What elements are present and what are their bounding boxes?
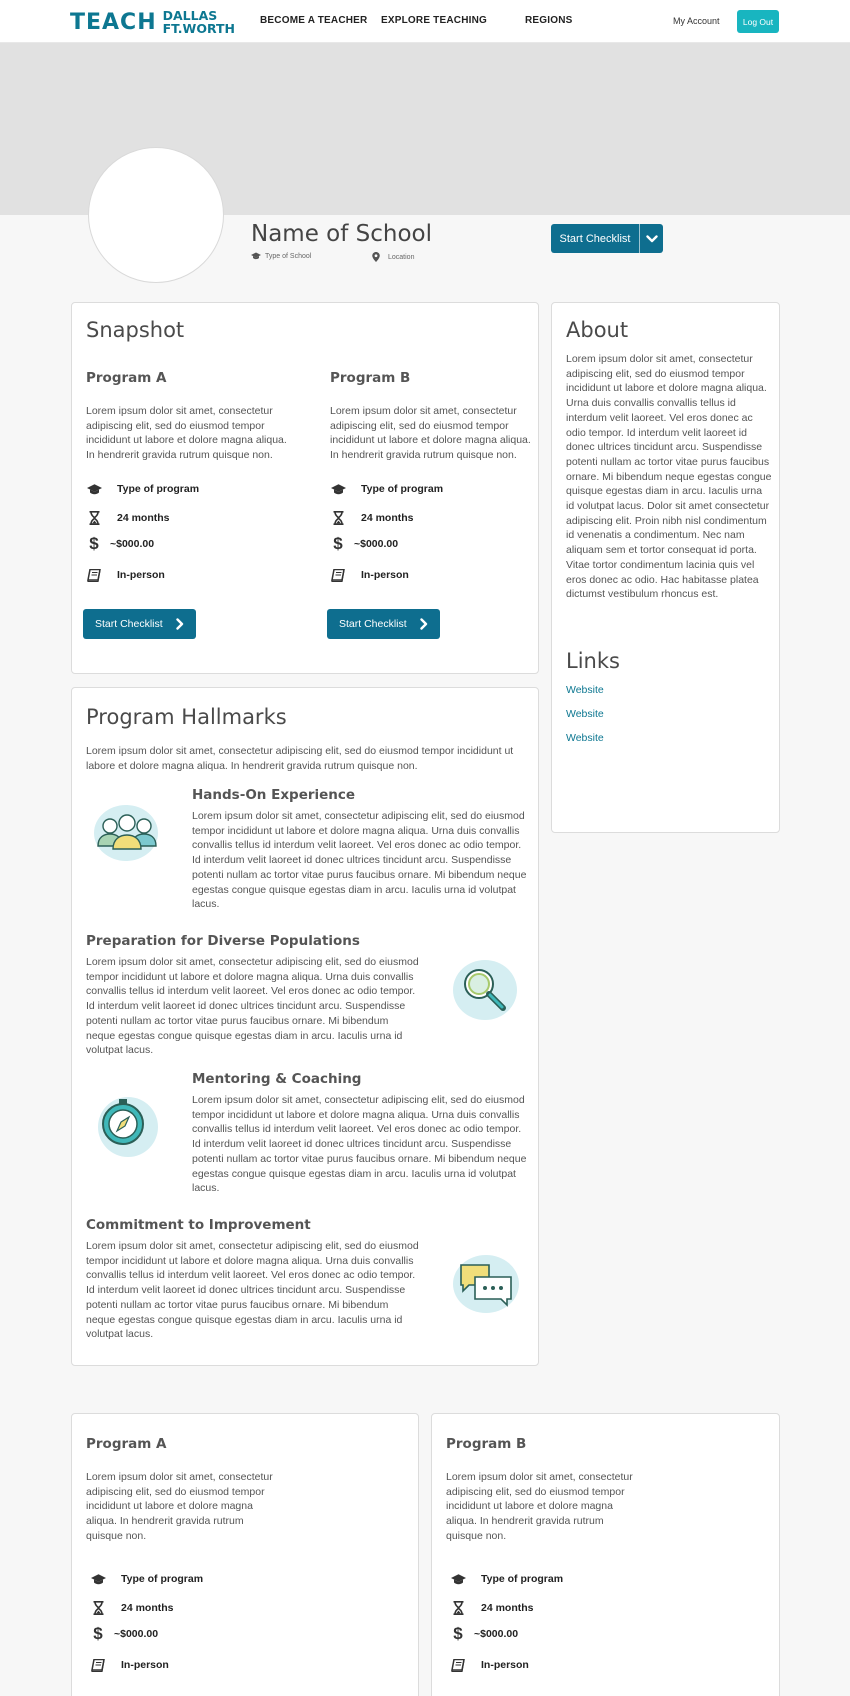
program-a-start-checklist-button[interactable] <box>83 609 196 639</box>
detail-program-a-type-label: Type of program <box>121 1573 204 1585</box>
book-icon <box>86 567 102 583</box>
detail-program-a-cost <box>90 1626 158 1642</box>
school-avatar <box>88 147 224 283</box>
program-b-duration-label: 24 months <box>361 512 414 524</box>
program-b-start-checklist-label: Start Checklist <box>339 618 407 630</box>
logo-line-2: FT.WORTH <box>162 21 236 36</box>
hallmark-4-text: Lorem ipsum dolor sit amet, consectetur adipiscing elit, sed do eiusmod tempor incididunt ut labore et dolore magna aliqua. Urna duis convallis convallis tellus id interdum velit laoreet. Vel eros donec ac odio tempor. Id interdum velit laoreet id donec ultrices tincidunt arcu. Suspendisse potenti nullam ac tortor vitae purus faucibus ornare. Mi bibendum neque egestas congue quisque egestas diam in arcu. Iaculis urna id volutpat lacus. <box>86 1240 419 1341</box>
about-title: About <box>566 318 629 342</box>
location-pin-icon <box>372 252 380 262</box>
my-account-link[interactable]: My Account <box>673 16 720 26</box>
dollar-icon: $ <box>333 534 343 553</box>
dollar-icon: $ <box>453 1624 463 1643</box>
start-checklist-button[interactable]: Start Checklist <box>551 224 640 253</box>
hallmark-2-text: Lorem ipsum dolor sit amet, consectetur adipiscing elit, sed do eiusmod tempor incididunt ut labore et dolore magna aliqua. Urna duis convallis convallis tellus id interdum velit laoreet. Vel eros donec ac odio tempor. Id interdum velit laoreet id donec ultrices tincidunt arcu. Suspendisse potenti nullam ac tortor vitae purus faucibus ornare. Mi bibendum neque egestas congue quisque egestas diam in arcu. Iaculis urna id volutpat lacus. <box>86 956 419 1057</box>
book-icon <box>90 1657 106 1673</box>
snapshot-program-a-title: Program A <box>86 370 167 386</box>
website-link-3[interactable]: Website <box>566 732 604 744</box>
hallmarks-intro: Lorem ipsum dolor sit amet, consectetur adipiscing elit, sed do eiusmod tempor incididunt ut labore et dolore magna aliqua. In hendrerit gravida rutrum quisque non. <box>86 745 514 772</box>
detail-program-b-format <box>450 1657 529 1673</box>
hallmark-1-title: Hands-On Experience <box>192 787 356 803</box>
nav-regions[interactable]: REGIONS <box>525 15 573 26</box>
program-b-detail-card <box>431 1413 780 1696</box>
start-checklist-split-button <box>551 224 663 253</box>
logo-teach-text: TEACH <box>70 9 157 35</box>
program-a-type <box>86 481 199 497</box>
hourglass-icon <box>450 1600 466 1616</box>
hallmark-1-text: Lorem ipsum dolor sit amet, consectetur adipiscing elit, sed do eiusmod tempor incididunt ut labore et dolore magna aliqua. Urna duis convallis convallis tellus id interdum velit laoreet. Vel eros donec ac odio tempor. Id interdum velit laoreet id donec ultrices tincidunt arcu. Suspendisse potenti nullam ac tortor vitae purus faucibus ornare. Mi bibendum neque egestas congue quisque egestas diam in arcu. Iaculis urna id volutpat lacus. <box>192 810 527 911</box>
graduation-cap-icon <box>251 252 261 260</box>
magnifier-icon <box>451 958 519 1027</box>
logo-line-1: DALLAS <box>162 8 218 23</box>
detail-program-a-title: Program A <box>86 1436 167 1452</box>
program-a-duration <box>86 510 170 526</box>
detail-program-b-format-label: In-person <box>481 1659 529 1671</box>
hallmark-3-text: Lorem ipsum dolor sit amet, consectetur adipiscing elit, sed do eiusmod tempor incididunt ut labore et dolore magna aliqua. Urna duis convallis convallis tellus id interdum velit laoreet. Vel eros donec ac odio tempor. Id interdum velit laoreet id donec ultrices tincidunt arcu. Suspendisse potenti nullam ac tortor vitae purus faucibus ornare. Mi bibendum neque egestas congue quisque egestas diam in arcu. Iaculis urna id volutpat lacus. <box>192 1094 527 1195</box>
website-link-2[interactable]: Website <box>566 708 604 720</box>
snapshot-program-b-description: Lorem ipsum dolor sit amet, consectetur adipiscing elit, sed do eiusmod tempor incididunt ut labore et dolore magna aliqua. In hendrerit gravida rutrum quisque non. <box>330 405 531 462</box>
detail-program-a-cost-label: ~$000.00 <box>114 1628 159 1640</box>
chat-bubbles-icon <box>451 1253 521 1320</box>
detail-program-a-description: Lorem ipsum dolor sit amet, consectetur adipiscing elit, sed do eiusmod tempor incididunt ut labore et dolore magna aliqua. In hendrerit gravida rutrum quisque non. <box>86 1471 273 1542</box>
detail-program-a-duration-label: 24 months <box>121 1602 174 1614</box>
compass-icon <box>94 1093 160 1164</box>
detail-program-b-title: Program B <box>446 1436 527 1452</box>
detail-program-a-duration <box>90 1600 174 1616</box>
top-navigation-bar <box>0 0 850 43</box>
graduation-cap-icon <box>86 481 102 497</box>
hallmark-2-title: Preparation for Diverse Populations <box>86 933 360 949</box>
program-a-detail-card <box>71 1413 419 1696</box>
program-hallmarks-card <box>71 687 539 1366</box>
graduation-cap-icon <box>450 1571 466 1587</box>
nav-explore-teaching[interactable]: EXPLORE TEACHING <box>381 15 487 26</box>
logo-region <box>163 9 235 35</box>
hallmarks-title: Program Hallmarks <box>86 705 287 729</box>
program-b-format-label: In-person <box>361 569 409 581</box>
location-label: Location <box>388 253 415 261</box>
program-a-cost <box>86 536 154 552</box>
about-card <box>551 302 780 833</box>
detail-program-a-type <box>90 1571 203 1587</box>
program-a-type-label: Type of program <box>117 483 200 495</box>
program-b-start-checklist-button[interactable] <box>327 609 440 639</box>
detail-program-b-type-label: Type of program <box>481 1573 564 1585</box>
graduation-cap-icon <box>90 1571 106 1587</box>
hallmark-3-title: Mentoring & Coaching <box>192 1071 362 1087</box>
detail-program-b-cost <box>450 1626 518 1642</box>
program-a-format <box>86 567 165 583</box>
checklist-dropdown-toggle[interactable] <box>640 224 663 253</box>
website-link-1[interactable]: Website <box>566 684 604 696</box>
detail-program-b-type <box>450 1571 563 1587</box>
snapshot-program-b-title: Program B <box>330 370 411 386</box>
about-text: Lorem ipsum dolor sit amet, consectetur adipiscing elit, sed do eiusmod tempor incididunt ut labore et dolore magna aliqua. Urna duis convallis convallis tellus id interdum velit laoreet. Vel eros donec ac odio tempor. Id interdum velit laoreet id donec ultrices tincidunt arcu. Suspendisse potenti nullam ac tortor vitae purus faucibus ornare. Mi bibendum neque egestas congue quisque egestas diam in arcu. Iaculis urna id volutpat lacus. Dolor sit amet consectetur adipiscing elit. Proin nibh nisl condimentum id venenatis a condimentum. Nec nam aliquam sem et tortor consequat id porta. Vitae tortor condimentum lacinia quis vel eros donec ac odio. Hac habitasse platea dictumst vestibulum rhoncus est. <box>566 353 772 601</box>
program-b-type <box>330 481 443 497</box>
detail-program-b-duration <box>450 1600 534 1616</box>
dollar-icon: $ <box>89 534 99 553</box>
detail-program-a-format <box>90 1657 169 1673</box>
book-icon <box>330 567 346 583</box>
school-type-label: Type of School <box>265 252 312 260</box>
program-b-cost <box>330 536 398 552</box>
hourglass-icon <box>86 510 102 526</box>
detail-program-b-cost-label: ~$000.00 <box>474 1628 519 1640</box>
chevron-right-icon <box>176 618 184 630</box>
program-b-duration <box>330 510 414 526</box>
detail-program-b-duration-label: 24 months <box>481 1602 534 1614</box>
school-name: Name of School <box>251 221 433 247</box>
snapshot-program-a-description: Lorem ipsum dolor sit amet, consectetur adipiscing elit, sed do eiusmod tempor incididunt ut labore et dolore magna aliqua. In hendrerit gravida rutrum quisque non. <box>86 405 287 462</box>
program-b-format <box>330 567 409 583</box>
log-out-button[interactable]: Log Out <box>737 10 779 33</box>
program-b-cost-label: ~$000.00 <box>354 538 399 550</box>
graduation-cap-icon <box>330 481 346 497</box>
links-title: Links <box>566 649 620 673</box>
people-icon <box>92 801 162 868</box>
program-b-type-label: Type of program <box>361 483 444 495</box>
program-a-cost-label: ~$000.00 <box>110 538 155 550</box>
program-a-duration-label: 24 months <box>117 512 170 524</box>
hourglass-icon <box>90 1600 106 1616</box>
book-icon <box>450 1657 466 1673</box>
hallmark-4-title: Commitment to Improvement <box>86 1217 311 1233</box>
site-logo[interactable] <box>70 8 235 36</box>
detail-program-b-description: Lorem ipsum dolor sit amet, consectetur adipiscing elit, sed do eiusmod tempor incididunt ut labore et dolore magna aliqua. In hendrerit gravida rutrum quisque non. <box>446 1471 633 1542</box>
detail-program-a-format-label: In-person <box>121 1659 169 1671</box>
program-a-start-checklist-label: Start Checklist <box>95 618 163 630</box>
snapshot-title: Snapshot <box>86 318 185 342</box>
snapshot-card <box>71 302 539 674</box>
hourglass-icon <box>330 510 346 526</box>
nav-become-a-teacher[interactable]: BECOME A TEACHER <box>260 15 368 26</box>
program-a-format-label: In-person <box>117 569 165 581</box>
chevron-right-icon <box>420 618 428 630</box>
school-location <box>372 252 414 262</box>
dollar-icon: $ <box>93 1624 103 1643</box>
school-type <box>251 252 311 260</box>
chevron-down-icon <box>646 235 658 243</box>
